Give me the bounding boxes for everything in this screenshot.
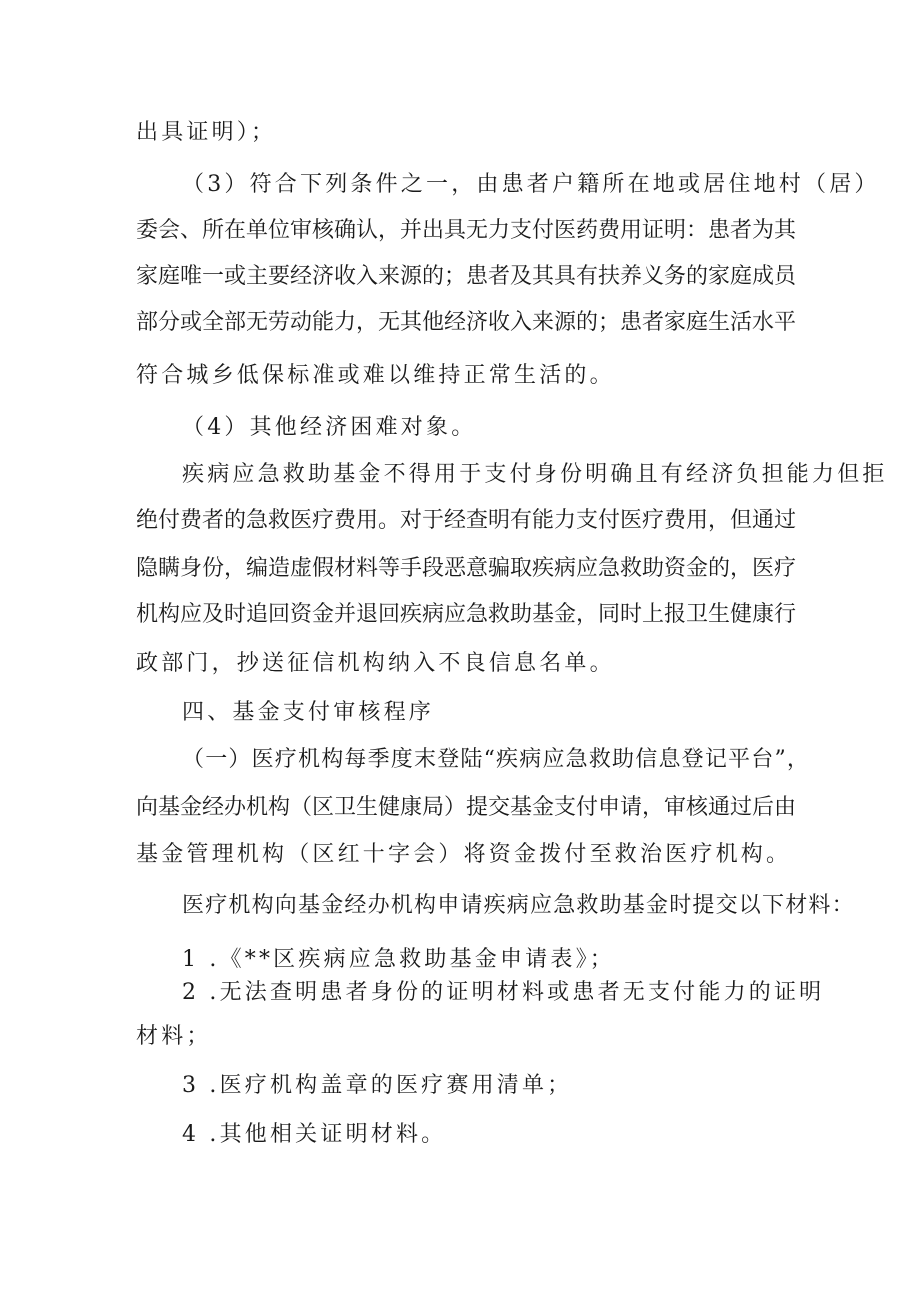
text-line: 材料； <box>136 1024 212 1049</box>
text-line: 绝付费者的急救医疗费用。对于经查明有能力支付医疗费用，但通过 <box>136 508 797 533</box>
list-item: 3 .医疗机构盖章的医疗赛用清单； <box>182 1073 573 1098</box>
text-line: 部分或全部无劳动能力，无其他经济收入来源的；患者家庭生活水平 <box>136 310 797 335</box>
text-line: 基金管理机构（区红十字会）将资金拨付至救治医疗机构。 <box>136 842 792 867</box>
text-line: 符合城乡低保标准或难以维持正常生活的。 <box>136 363 615 388</box>
list-item: 2 .无法查明患者身份的证明材料或患者无支付能力的证明 <box>182 980 825 1005</box>
text-line: （3）符合下列条件之一，由患者户籍所在地或居住地村（居） <box>182 172 880 197</box>
text-line: （一）医疗机构每季度末登陆“疾病应急救助信息登记平台”， <box>182 747 811 772</box>
section-heading: 四、基金支付审核程序 <box>182 700 435 725</box>
text-line: （4）其他经济困难对象。 <box>182 415 477 440</box>
text-line: 政部门，抄送征信机构纳入不良信息名单。 <box>136 651 615 676</box>
list-item: 1 .《**区疾病应急救助基金申请表》； <box>182 947 615 972</box>
text-line: 向基金经办机构（区卫生健康局）提交基金支付申请，审核通过后由 <box>136 795 797 820</box>
list-item: 4 .其他相关证明材料。 <box>182 1122 447 1147</box>
text-line: 疾病应急救助基金不得用于支付身份明确且有经济负担能力但拒 <box>182 462 888 487</box>
text-line: 出具证明）； <box>136 120 277 145</box>
text-line: 机构应及时追回资金并退回疾病应急救助基金，同时上报卫生健康行 <box>136 602 797 627</box>
text-line: 委会、所在单位审核确认，并出具无力支付医药费用证明：患者为其 <box>136 218 797 243</box>
text-line: 隐瞒身份，编造虚假材料等手段恶意骗取疾病应急救助资金的，医疗 <box>136 556 797 581</box>
text-line: 医疗机构向基金经办机构申请疾病应急救助基金时提交以下材料： <box>182 893 855 918</box>
text-line: 家庭唯一或主要经济收入来源的；患者及其具有扶养义务的家庭成员 <box>136 264 797 289</box>
